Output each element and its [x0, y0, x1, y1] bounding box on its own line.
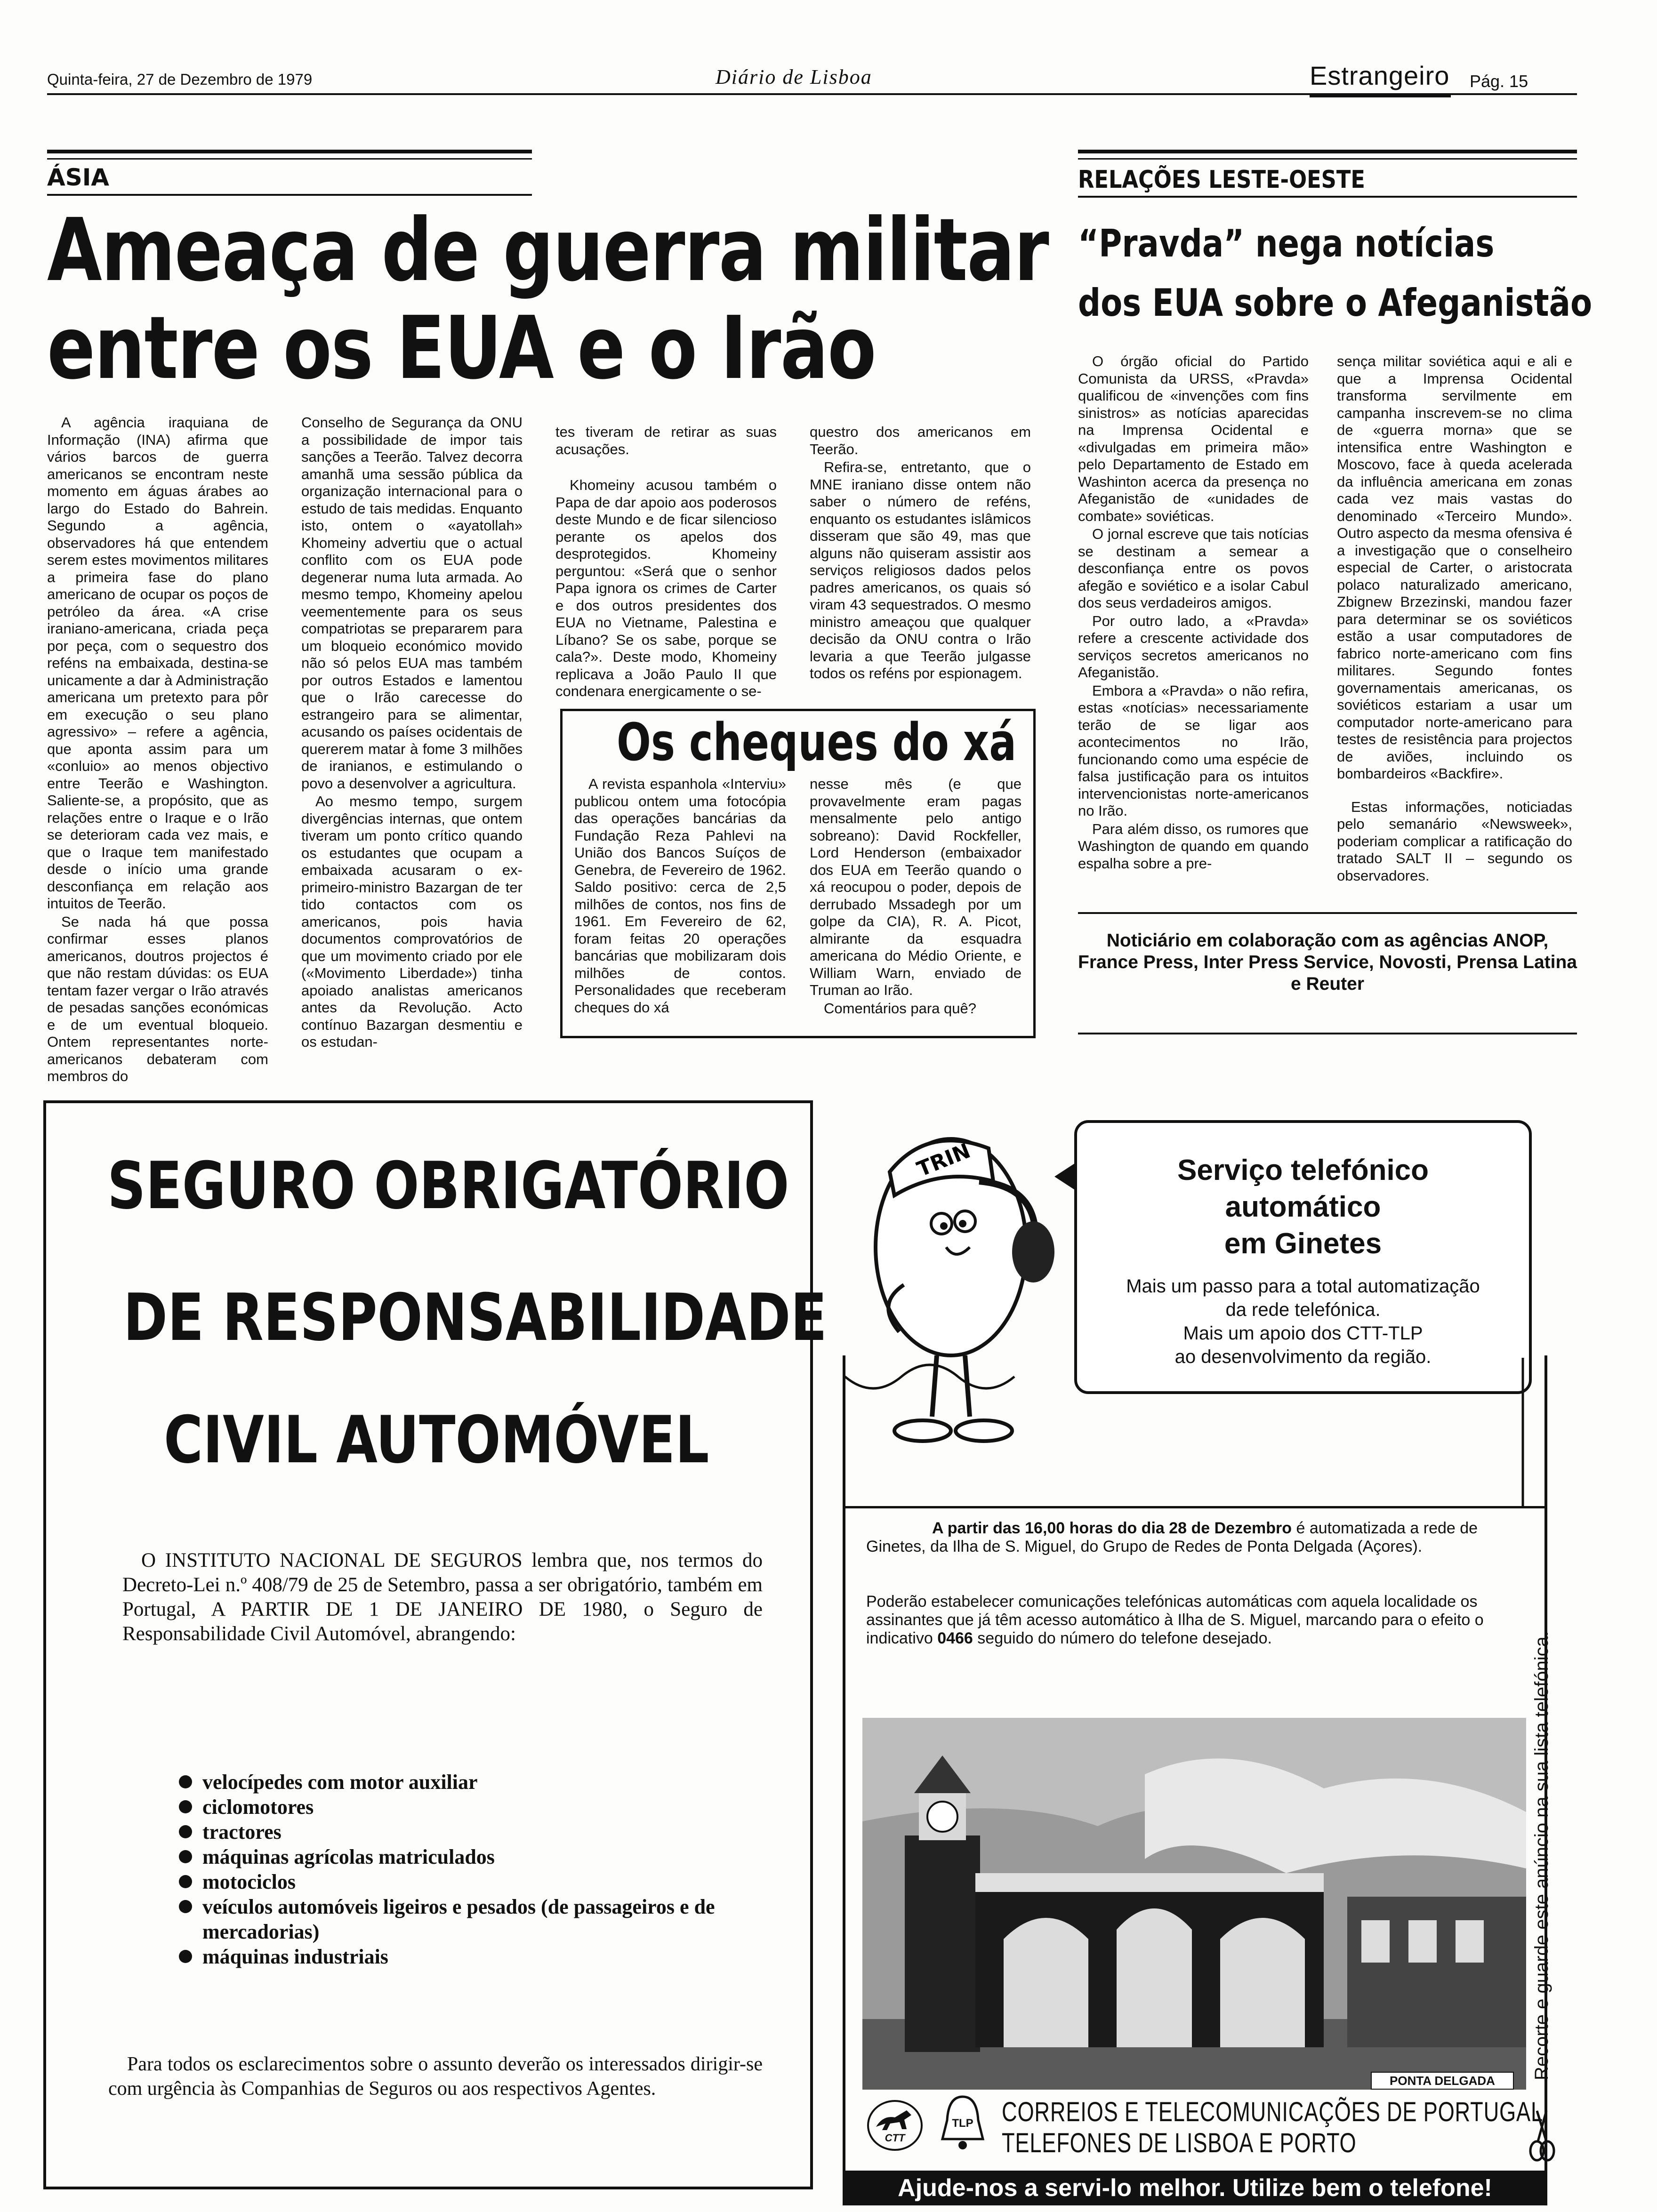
- photo-caption: PONTA DELGADA: [1371, 2072, 1514, 2090]
- agencies-rule-bottom: [1078, 1033, 1577, 1034]
- cheques-col2-para: nesse mês (e que provavelmente eram pagas mensalmente pelo antigo sobreano): David Rockfeller, Lord Henderson (embaixador dos EUA em Teerão quando o xá reocupou o poder, depois de derrubado Mssadegh por um golpe da CIA), R. A. Picot, almirante da esquadra americana do Médio Oriente, e William Warn, enviado de Truman ao Irão.: [810, 776, 1022, 998]
- main-col2-para: Conselho de Segurança da ONU a possibilidade de impor tais sanções a Teerão. Talvez decorra amanhã uma sessão pública da organização internacional para o estudo de tais medidas. Enquanto isto, ontem o «ayatollah» Khomeiny advertiu que o actual conflito com os EUA pode degenerar numa luta armada. Ao mesmo tempo, Khomeiny apelou veementemente para os seus compatriotas se prepararem para um bloqueio económico movido não só pelos EUA mas também por outros Estados e lamentou que o Irão carecesse do estrangeiro para se alimentar, acusando os países ocidentais de quererem matar à fome 3 milhões de iranianos, e estimulando o povo a desenvolver a agricultura.: [301, 414, 523, 792]
- main-headline-line1: Ameaça de guerra militar: [47, 200, 1049, 301]
- main-article-col1: [47, 414, 268, 1085]
- cheques-col1: [574, 776, 786, 1016]
- main-article-col2: [301, 414, 523, 1051]
- masthead-page: Pág. 15: [1470, 72, 1528, 91]
- main-col3-para: Khomeiny acusou também o Papa de dar apoio aos poderosos deste Mundo e de ficar silencioso perante os apelos dos desprotegidos. Khomeiny perguntou: «Será que o senhor Papa ignora os crimes de Carter e dos outros presidentes dos EUA no Vietname, Palestina e Líbano? Se os sabe, porque se cala?». Deste modo, Khomeiny replicava a João Paulo II que condenara energicamente o se-: [555, 477, 777, 699]
- bubble-title-line: em Ginetes: [1224, 1227, 1382, 1260]
- bubble-subtitle-line: ao desenvolvimento da região.: [1174, 1346, 1432, 1367]
- main-col3-para: tes tiveram de retirar as suas acusações.: [555, 424, 777, 457]
- ad-seguro-list-item: veículos automóveis ligeiros e pesados (de passageiros e de mercadorias): [179, 1894, 767, 1944]
- main-article-col3: [555, 424, 777, 700]
- ad-seguro-list: [179, 1770, 767, 1969]
- main-headline-line2: entre os EUA e o Irão: [47, 298, 876, 399]
- tlp-logo-text: TLP: [952, 2117, 973, 2130]
- ponta-delgada-photo: [862, 1718, 1526, 2090]
- ad-seguro-list-item: máquinas industriais: [179, 1944, 767, 1969]
- bubble-subtitle-line: Mais um passo para a total automatização: [1126, 1276, 1480, 1297]
- ctt-para1-bold: A partir das 16,00 horas do dia 28 de Dezembro: [932, 1519, 1292, 1537]
- agencies-rule-top: [1078, 912, 1577, 914]
- main-col4-para: Refira-se, entretanto, que o MNE iraniano disse ontem não saber o número de reféns, enquanto os estudantes islâmicos disseram que são 49, mas que alguns não quiseram assistir aos serviços religiosos dados pelos padres americanos, os quais só viram 43 sequestrados. O mesmo ministro ameaçou que qualquer decisão da ONU contra o Irão levaria a que Teerão julgasse todos os reféns por espionagem.: [810, 459, 1031, 681]
- side-col1-para: Embora a «Pravda» o não refira, estas «notícias» necessariamente terão de se ligar aos acontecimentos no Irão, funcionando como uma espécie de falsa justificação para os intuitos intervencionistas norte-americanos no Irão.: [1078, 682, 1309, 819]
- bubble-title: [1074, 1152, 1532, 1262]
- ad-seguro-intro: O INSTITUTO NACIONAL DE SEGUROS lembra que, nos termos do Decreto-Lei n.º 408/79 de 25 de Setembro, passa a ser obrigatório, também em Portugal, A PARTIR DE 1 DE JANEIRO DE 1980, o Seguro de Responsabilidade Civil Automóvel, abrangendo:: [122, 1549, 763, 1645]
- main-col1-para: A agência iraquiana de Informação (INA) afirma que vários barcos de guerra americanos se encontram neste momento em águas árabes ao largo do Estado do Bahrein. Segundo a agência, observadores há que entendem serem estes movimentos militares a primeira fase do plano americano de ocupar os poços de petróleo da área. «A crise iraniano-americana, criada peça por peça, com o sequestro dos reféns na embaixada, destina-se unicamente a dar à Administração americana um pretexto para pôr em execução o seu plano agressivo» – refere a agência, que aponta assim para um «conluio» ao menos objectivo entre Teerão e Washington. Saliente-se, a propósito, que as relações entre o Iraque e o Irão se deterioram cada vez mais, e que o Iraque tem manifestado desde o início uma grande desconfiança em relação aos intuitos de Teerão.: [47, 414, 268, 912]
- ad-seguro-list-item: ciclomotores: [179, 1795, 767, 1819]
- side-kicker: RELAÇÕES LESTE-OESTE: [1078, 166, 1365, 194]
- side-article-col1: [1078, 353, 1309, 872]
- side-col1-para: Por outro lado, a «Pravda» refere a crescente actividade dos serviços secretos americanos no Afeganistão.: [1078, 612, 1309, 681]
- side-kicker-underline: [1078, 196, 1577, 198]
- bullet-icon: [179, 1875, 192, 1888]
- ctt-org-line1: CORREIOS E TELECOMUNICAÇÕES DE PORTUGAL: [1002, 2097, 1543, 2127]
- masthead-date: Quinta-feira, 27 de Dezembro de 1979: [47, 71, 313, 88]
- wire-icon: [845, 1358, 1542, 1508]
- ad-seguro-list-item: tractores: [179, 1819, 767, 1844]
- agencies-note: Noticiário em colaboração com as agências ANOP, France Press, Inter Press Service, Novosti, Prensa Latina e Reuter: [1078, 930, 1577, 994]
- side-headline-line2: dos EUA sobre o Afeganistão: [1078, 281, 1593, 325]
- bullet-icon: [179, 1800, 192, 1813]
- ctt-para2-start: Poderão estabelecer comunicações telefónicas automáticas com aquela localidade os assinantes que já têm acesso automático à Ilha de S. Miguel, marcando para o efeito o indicativo: [866, 1593, 1484, 1647]
- ad-seguro-list-item: máquinas agrícolas matriculados: [179, 1844, 767, 1869]
- side-article-col2: [1337, 353, 1572, 884]
- side-headline-line1: “Pravda” nega notícias: [1078, 222, 1495, 265]
- side-col1-para: Para além disso, os rumores que Washington de quando em quando espalha sobre a pre-: [1078, 820, 1309, 872]
- ctt-side-text: Recorte e guarde este anúncio na sua lista telefónica.: [1531, 1631, 1552, 2080]
- main-col1-para: Se nada há que possa confirmar esses planos americanos, doutros projectos é que não restam dúvidas: os EUA tentam fazer vergar o Irão através de pesadas sanções económicas e de um eventual bloqueio. Ontem representantes norte-americanos debateram com membros do: [47, 913, 268, 1084]
- bubble-subtitle-line: Mais um apoio dos CTT-TLP: [1183, 1323, 1423, 1344]
- speech-bubble-tail: [1054, 1162, 1076, 1191]
- kicker-underline: [47, 194, 532, 196]
- main-col2-para: Ao mesmo tempo, surgem divergências internas, que ontem tiveram um ponto crítico quando os estudantes que ocupam a embaixada acusaram o ex-primeiro-ministro Bazargan de ter tido contactos com os americanos, pois havia documentos comprovatórios de que um movimento criado por ele («Movimento Liberdade») tinha apoiado analistas americanos antes da Revolução. Acto contínuo Bazargan desmentiu e os estudan-: [301, 793, 523, 1050]
- side-col1-para: O jornal escreve que tais notícias se destinam a semear a desconfiança entre os povos afegão e soviético e a isolar Cabul dos seus verdadeiros amigos.: [1078, 526, 1309, 611]
- ctt-logo: [867, 2100, 923, 2151]
- main-col4-para: questro dos americanos em Teerão.: [810, 424, 1031, 457]
- ctt-para2: [866, 1593, 1520, 1648]
- ad-seguro-title-line1: SEGURO OBRIGATÓRIO: [107, 1148, 789, 1224]
- bubble-title-line: automático: [1225, 1191, 1381, 1223]
- side-kicker-rule: [1078, 150, 1577, 153]
- kicker-rule-thin: [47, 158, 532, 160]
- bubble-title-line: Serviço telefónico: [1177, 1154, 1429, 1186]
- side-col2-para: Estas informações, noticiadas pelo semanário «Newsweek», poderiam complicar a ratificação do tratado SALT II – segundo os observadores.: [1337, 798, 1572, 884]
- bullet-icon: [179, 1775, 192, 1788]
- cheques-headline: Os cheques do xá: [617, 712, 1017, 772]
- side-kicker-rule-thin: [1078, 158, 1577, 160]
- bullet-icon: [179, 1825, 192, 1838]
- ctt-org-line2: TELEFONES DE LISBOA E PORTO: [1002, 2128, 1357, 2158]
- cheques-col2: [810, 776, 1022, 1017]
- ad-seguro-title-line2: DE RESPONSABILIDADE: [123, 1280, 827, 1355]
- ctt-para2-end: seguido do número do telefone desejado.: [977, 1629, 1272, 1647]
- svg-text:TRIN: TRIN: [913, 1138, 974, 1182]
- side-col2-para: sença militar soviética aqui e ali e que a Imprensa Ocidental transforma servilmente em campanha inscrevem-se no clima de «guerra morna» que se intensifica entre Washington e Moscovo, face à queda acelerada da influência americana em zonas cada vez mais vastas do denominado «Terceiro Mundo». Outro aspecto da mesma ofensiva é a investigação que o conselheiro especial de Carter, o aristocrata polaco naturalizado americano, Zbignew Brzezinski, mandou fazer para determinar se os soviéticos estão a usar computadores de fabrico norte-americano com fins militares. Segundo fontes governamentais americanas, os soviéticos estariam a usar um computador norte-americano para testes de resistência para projectos de aviões, incluindo os bombardeiros «Backfire».: [1337, 353, 1572, 782]
- ctt-para1: [866, 1519, 1520, 1556]
- main-article-col4: [810, 424, 1031, 682]
- masthead-section-underline: [1310, 93, 1451, 97]
- ad-seguro-footer: Para todos os esclarecimentos sobre o assunto deverão os interessados dirigir-se com urgência às Companhias de Seguros ou aos respectivos Agentes.: [108, 2053, 763, 2100]
- bullet-icon: [179, 1900, 192, 1913]
- ad-seguro-list-item: motociclos: [179, 1869, 767, 1894]
- bubble-subtitle: [1074, 1274, 1532, 1369]
- horse-rider-icon: [874, 2106, 916, 2134]
- bullet-icon: [179, 1950, 192, 1963]
- ctt-para1-rest: é automatizada a rede de Ginetes, da Ilha de S. Miguel, do Grupo de Redes de Ponta Delgada (Açores).: [866, 1519, 1478, 1555]
- ad-seguro-list-item: velocípedes com motor auxiliar: [179, 1770, 767, 1795]
- kicker-rule: [47, 150, 532, 153]
- ad-seguro-title-line3: CIVIL AUTOMÓVEL: [164, 1402, 709, 1478]
- bullet-icon: [179, 1850, 192, 1863]
- side-col1-para: O órgão oficial do Partido Comunista da URSS, «Pravda» qualificou de «invenções com fins sinistros» as notícias aparecidas na Imprensa Ocidental e «divulgadas em primeira mão» pelo Departamento de Estado em Washinton acerca da presença no Afeganistão de «unidades de combate» soviéticas.: [1078, 353, 1309, 524]
- main-kicker: ÁSIA: [47, 164, 110, 191]
- ctt-banner-text: Ajude-nos a servi-lo melhor. Utilize bem o telefone!: [898, 2174, 1492, 2202]
- ctt-logo-text: CTT: [885, 2132, 905, 2144]
- cheques-col1-para: A revista espanhola «Interviu» publicou ontem uma fotocópia das operações bancárias da Fundação Reza Pahlevi na União dos Bancos Suíços de Genebra, de Fevereiro de 1962. Saldo positivo: cerca de 2,5 milhões de contos, nos fins de 1961. Em Fevereiro de 62, foram feitas 20 operações bancárias que mobilizaram dois milhões de contos. Personalidades que receberam cheques do xá: [574, 776, 786, 1016]
- ctt-para2-code: 0466: [937, 1629, 973, 1647]
- masthead-newspaper: Diário de Lisboa: [716, 65, 872, 88]
- cheques-col2-para: Comentários para quê?: [824, 1000, 976, 1017]
- masthead-section: Estrangeiro: [1310, 61, 1450, 90]
- tlp-logo: [937, 2094, 989, 2151]
- bubble-subtitle-line: da rede telefónica.: [1225, 1299, 1381, 1320]
